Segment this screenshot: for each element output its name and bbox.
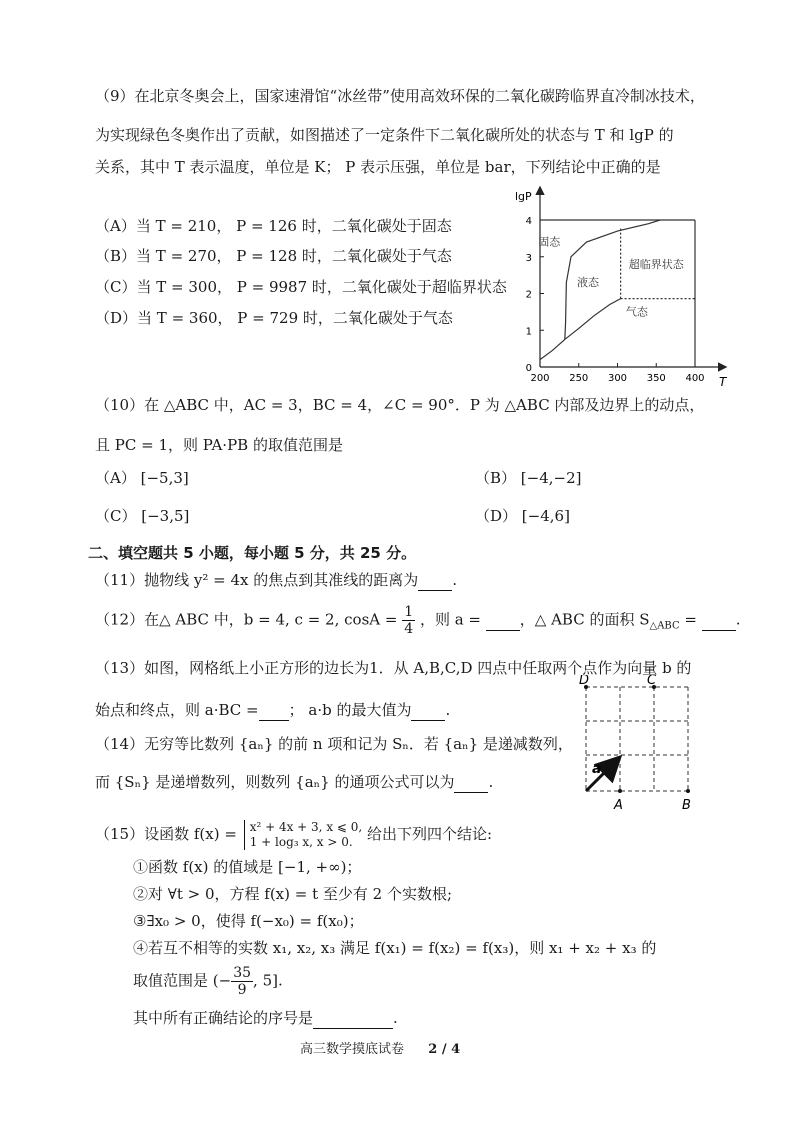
q10-option-b: （B） [−4,−2] (475, 469, 582, 487)
q15-answer-blank[interactable] (313, 1008, 393, 1029)
y-tick-label: 4 (525, 216, 532, 227)
label-c: C (647, 675, 657, 688)
q15-conclusion-4: ④若互不相等的实数 x₁, x₂, x₃ 满足 f(x₁) = f(x₂) = f(x₃)，则 x₁ + x₂ + x₃ 的 (133, 939, 657, 957)
q10-stem-line2: 且 PC = 1，则 PA·PB 的取值范围是 (95, 436, 343, 454)
q14-stem-line1: （14）无穷等比数列 {aₙ} 的前 n 项和记为 Sₙ．若 {aₙ} 是递减数列， (95, 735, 573, 753)
q15-frac-num: 35 (233, 965, 252, 981)
q9-option-b: （B）当 T = 270， P = 128 时，二氧化碳处于气态 (95, 247, 452, 265)
x-tick-label: 250 (569, 373, 589, 384)
label-b: B (682, 798, 691, 813)
q13-answer-blank-2[interactable] (411, 700, 445, 721)
q12-text: （12）在△ ABC 中，b = 4, c = 2, cosA = $\frac{1}{4}$ ，则 a = ，△ ABC 的面积 $S_{\triangle ABC}$ = . (95, 604, 741, 637)
x-tick-label: 300 (607, 373, 628, 384)
footer-page: 2 / 4 (428, 1042, 461, 1057)
q13-stem-line2: 始点和终点，则 a·BC = ； a·b 的最大值为 . (95, 701, 451, 719)
q15-suffix: 给出下列四个结论: (367, 825, 493, 843)
q9-option-a: （A）当 T = 210， P = 126 时，二氧化碳处于固态 (95, 217, 452, 235)
region-label-2: 超临界状态 (628, 257, 684, 271)
q15-piece-2: 1 + log₃ x, x > 0. (249, 835, 353, 849)
q15-piecewise (244, 820, 363, 850)
q9-option-d: （D）当 T = 360， P = 729 时，二氧化碳处于气态 (95, 309, 453, 327)
series-line-2 (565, 299, 621, 340)
vector-a-arrow (586, 759, 618, 791)
region-label-1: 液态 (577, 276, 600, 290)
x-axis-label: T (719, 375, 727, 389)
series-line-0 (540, 339, 565, 359)
q9-stem-line3: 关系，其中 T 表示温度，单位是 K； P 表示压强，单位是 bar，下列结论中正确的是 (95, 158, 661, 176)
q12-frac-den: 4 (404, 621, 414, 637)
x-tick-label: 200 (530, 373, 550, 384)
q15-piece-1: x² + 4x + 3, x ⩽ 0, (249, 820, 363, 834)
y-axis-label: lgP (515, 190, 532, 203)
label-a: A (614, 798, 623, 813)
q10-stem-line1: （10）在 △ABC 中，AC = 3，BC = 4，∠C = 90°．P 为 △ABC 内部及边界上的动点， (95, 396, 705, 414)
q15-range-fraction (231, 965, 253, 998)
point-a (618, 789, 622, 793)
y-tick-label: 0 (525, 363, 532, 374)
label-d: D (579, 675, 590, 688)
q13-answer-blank-1[interactable] (259, 700, 289, 721)
q12-mid: ，则 a = (419, 610, 481, 629)
q15-conclusion-3: ③∃x₀ > 0，使得 f(−x₀) = f(x₀)； (133, 912, 364, 930)
q9-stem-line1: （9）在北京冬奥会上，国家速滑馆“冰丝带”使用高效环保的二氧化碳跨临界直冷制冰技术， (95, 87, 705, 105)
q15-frac-den: 9 (237, 982, 247, 998)
q13-part-a: 始点和终点，则 a·BC = (95, 701, 259, 719)
q14-stem-line2: 而 {Sₙ} 是递增数列，则数列 {aₙ} 的通项公式可以为 . (95, 773, 494, 791)
q15-final-text: 其中所有正确结论的序号是 (133, 1009, 314, 1027)
y-tick-label: 3 (525, 252, 532, 264)
q14-answer-blank[interactable] (454, 772, 488, 793)
q11-answer-blank[interactable] (418, 570, 452, 591)
q9-option-c: （C）当 T = 300， P = 9987 时，二氧化碳处于超临界状态 (95, 278, 507, 296)
label-vector-a: a (592, 761, 602, 777)
q15-conclusion-2: ②对 ∀t > 0，方程 f(x) = t 至少有 2 个实数根; (133, 885, 453, 903)
region-label-3: 气态 (625, 305, 648, 319)
q15-stem (95, 820, 492, 850)
q15-range-prefix: 取值范围是 (− (133, 971, 232, 990)
q9-stem-line2: 为实现绿色冬奥作出了贡献，如图描述了一定条件下二氧化碳所处的状态与 T 和 lgP 的 (95, 126, 674, 144)
q15-conclusion-1: ①函数 f(x) 的值域是 [−1, +∞)； (133, 858, 362, 876)
q11-stem: （11）抛物线 y² = 4x 的焦点到其准线的距离为 (95, 571, 419, 589)
y-tick-label: 2 (525, 289, 532, 301)
q10-option-c: （C） [−3,5] (95, 507, 190, 525)
q12-prefix: （12）在△ ABC 中，b = 4, c = 2, cosA = (95, 610, 398, 629)
q12-eq: = (679, 610, 697, 629)
q14-part: 而 {Sₙ} 是递增数列，则数列 {aₙ} 的通项公式可以为 (95, 773, 455, 791)
q10-option-a: （A） [−5,3] (95, 469, 189, 487)
q13-part-b: ； a·b 的最大值为 (288, 701, 412, 719)
q12-frac-num: 1 (404, 604, 414, 620)
q10-option-d: （D） [−4,6] (475, 507, 570, 525)
y-tick-label: 1 (525, 326, 532, 338)
q13-stem-line1: （13）如图，网格纸上小正方形的边长为1．从 A,B,C,D 四点中任取两个点作为向量 b 的 (95, 659, 692, 677)
q15-conclusion-4-range (133, 965, 283, 998)
q15-prefix: （15）设函数 f(x) = (95, 825, 237, 843)
q13-grid-figure (570, 675, 700, 815)
x-tick-label: 350 (646, 373, 666, 384)
q15-final: 其中所有正确结论的序号是 . (133, 1009, 398, 1027)
footer-title: 高三数学摸底试卷 (300, 1042, 405, 1057)
q11-text: （11）抛物线 y² = 4x 的焦点到其准线的距离为 . (95, 571, 458, 589)
q15-range-suffix: , 5]. (253, 971, 283, 990)
q12-subscript: △ABC (649, 620, 680, 632)
region-label-0: 固态 (538, 235, 561, 249)
q12-answer-blank-a[interactable] (486, 610, 520, 631)
q12-fraction (402, 604, 415, 637)
point-b (686, 789, 690, 793)
section-heading: 二、填空题共 5 小题，每小题 5 分，共 25 分。 (88, 544, 417, 562)
page-footer (300, 1038, 460, 1057)
x-tick-label: 400 (685, 373, 705, 384)
q12-mid2: ，△ ABC 的面积 S (519, 610, 650, 629)
co2-phase-chart (505, 180, 735, 395)
q12-answer-blank-area[interactable] (702, 610, 736, 631)
